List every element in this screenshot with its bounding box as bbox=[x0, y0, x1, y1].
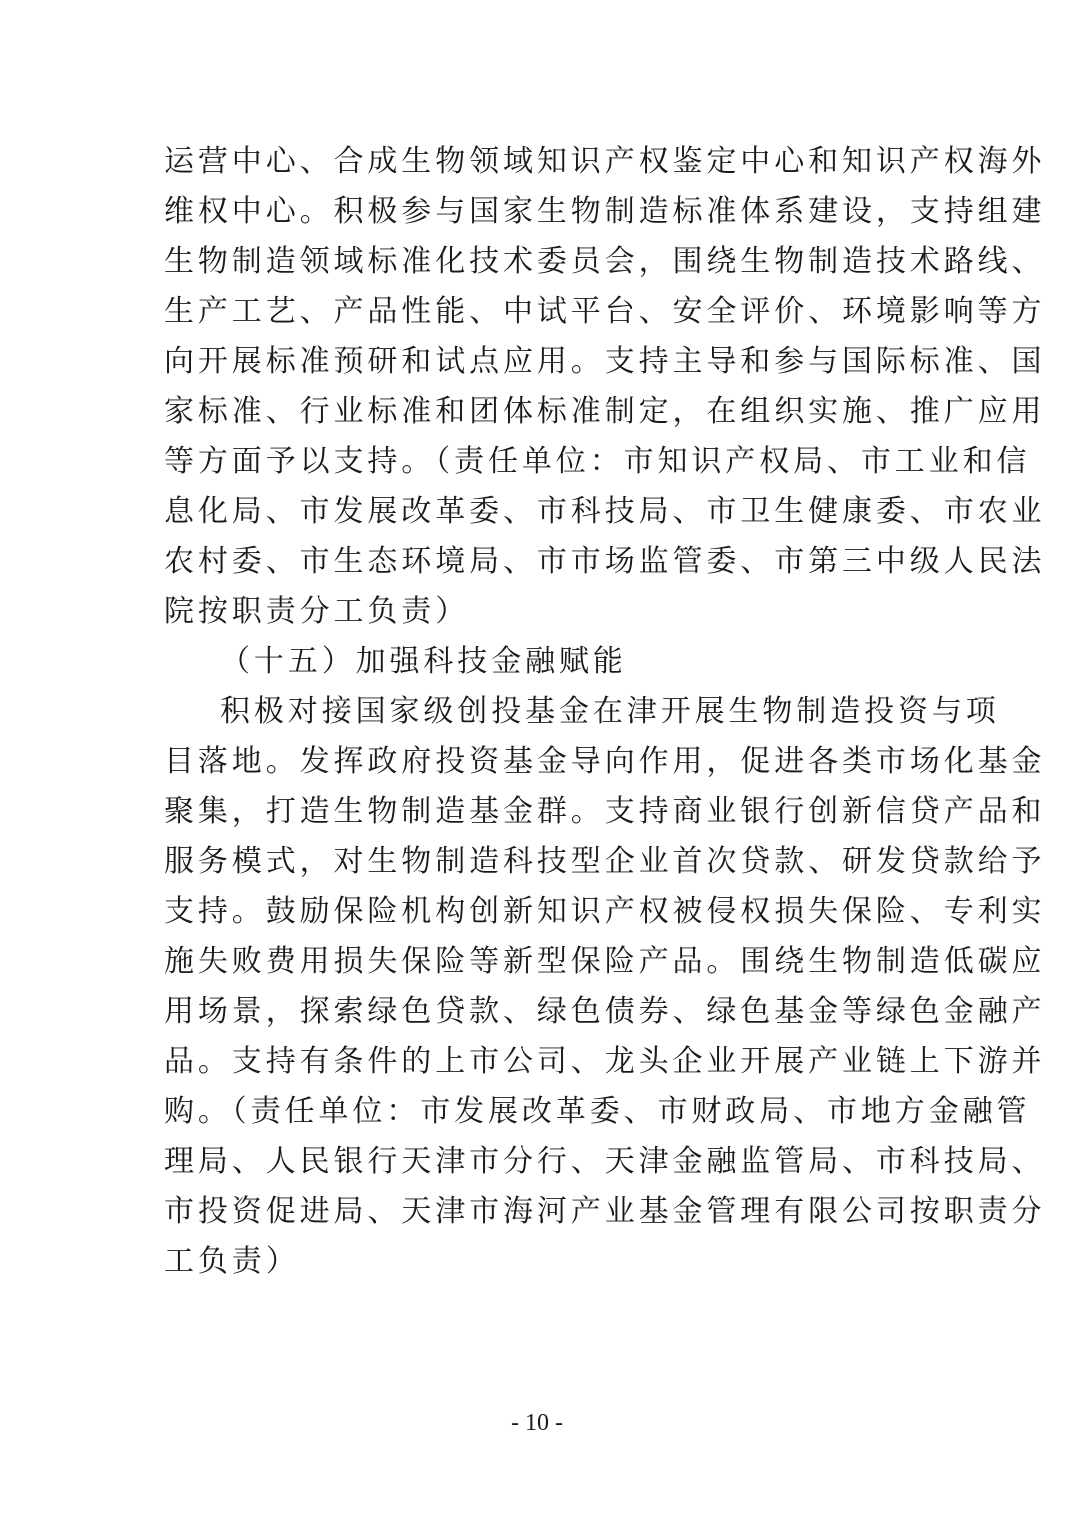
paragraph-line: 工负责） bbox=[164, 1244, 300, 1279]
paragraph-line: 向开展标准预研和试点应用。支持主导和参与国际标准、国 bbox=[164, 344, 1046, 379]
paragraph-line: 等方面予以支持。（责任单位：市知识产权局、市工业和信 bbox=[164, 444, 1031, 479]
paragraph-line: 运营中心、合成生物领域知识产权鉴定中心和知识产权海外 bbox=[164, 144, 1046, 179]
paragraph-line: 积极对接国家级创投基金在津开展生物制造投资与项 bbox=[220, 694, 1000, 729]
paragraph-line: 息化局、市发展改革委、市科技局、市卫生健康委、市农业 bbox=[164, 494, 1046, 529]
paragraph-line: 家标准、行业标准和团体标准制定，在组织实施、推广应用 bbox=[164, 394, 1046, 429]
paragraph-line: 院按职责分工负责） bbox=[164, 594, 470, 629]
paragraph-line: 目落地。发挥政府投资基金导向作用，促进各类市场化基金 bbox=[164, 744, 1046, 779]
paragraph-line: 生产工艺、产品性能、中试平台、安全评价、环境影响等方 bbox=[164, 294, 1046, 329]
page-number: - 10 - bbox=[511, 1410, 563, 1436]
paragraph-line: 支持。鼓励保险机构创新知识产权被侵权损失保险、专利实 bbox=[164, 894, 1046, 929]
section-heading bbox=[164, 637, 912, 687]
paragraph-line: 农村委、市生态环境局、市市场监管委、市第三中级人民法 bbox=[164, 544, 1046, 579]
section-heading-text: （十五）加强科技金融赋能 bbox=[220, 644, 627, 679]
paragraph-line: 施失败费用损失保险等新型保险产品。围绕生物制造低碳应 bbox=[164, 944, 1046, 979]
paragraph-line: 生物制造领域标准化技术委员会，围绕生物制造技术路线、 bbox=[164, 244, 1046, 279]
paragraph-line: 聚集，打造生物制造基金群。支持商业银行创新信贷产品和 bbox=[164, 794, 1046, 829]
paragraph-ip-standards bbox=[164, 137, 1046, 637]
paragraph-line: 用场景，探索绿色贷款、绿色债券、绿色基金等绿色金融产 bbox=[164, 994, 1046, 1029]
paragraph-line: 品。支持有条件的上市公司、龙头企业开展产业链上下游并 bbox=[164, 1044, 1046, 1079]
paragraph-line: 理局、人民银行天津市分行、天津金融监管局、市科技局、 bbox=[164, 1144, 1046, 1179]
paragraph-line: 购。（责任单位：市发展改革委、市财政局、市地方金融管 bbox=[164, 1094, 1031, 1129]
paragraph-line: 服务模式，对生物制造科技型企业首次贷款、研发贷款给予 bbox=[164, 844, 1046, 879]
paragraph-tech-finance bbox=[164, 687, 1046, 1287]
paragraph-line: 市投资促进局、天津市海河产业基金管理有限公司按职责分 bbox=[164, 1194, 1046, 1229]
paragraph-line: 维权中心。积极参与国家生物制造标准体系建设，支持组建 bbox=[164, 194, 1046, 229]
